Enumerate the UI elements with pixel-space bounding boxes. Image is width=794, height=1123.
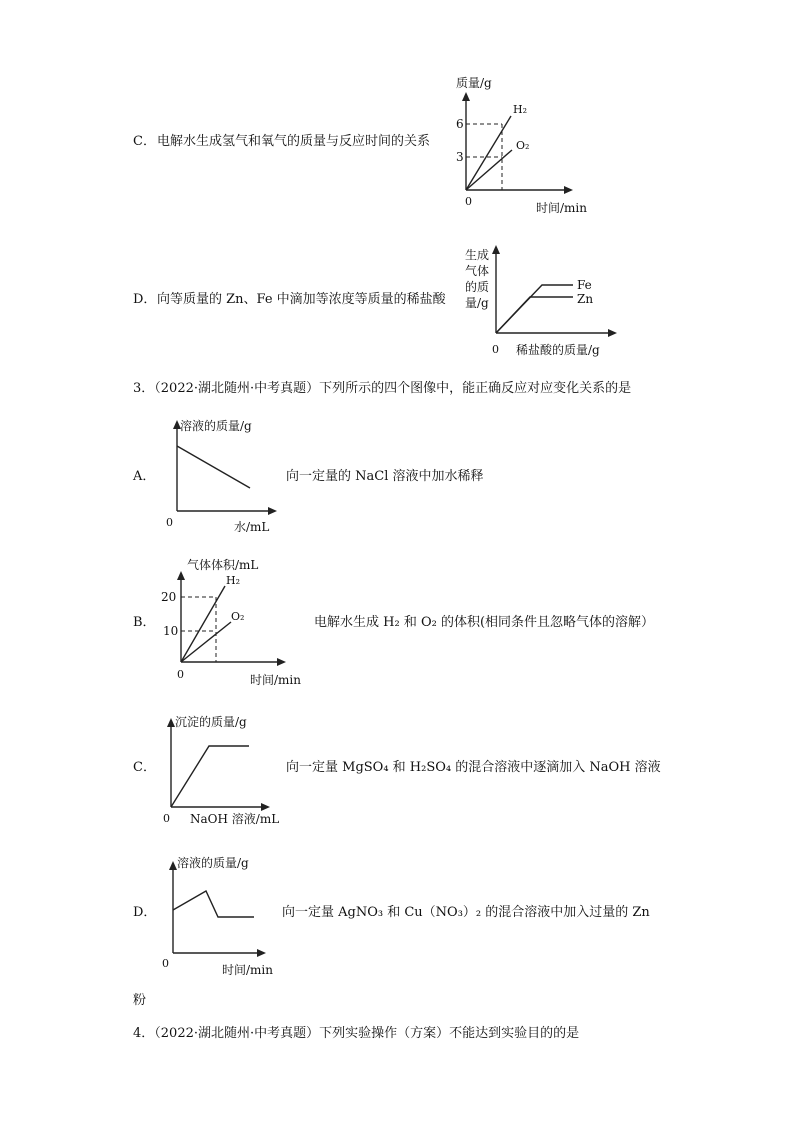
- origin-label: 0: [162, 957, 169, 970]
- option-letter: D．: [133, 292, 157, 307]
- x-axis-label: 稀盐酸的质量/g: [516, 343, 600, 357]
- y-axis-label: 溶液的质量/g: [180, 419, 252, 433]
- y-axis-label: 量/g: [465, 296, 489, 310]
- option-text: 电解水生成氢气和氧气的质量与反应时间的关系: [157, 134, 431, 149]
- y-axis-label: 的质: [465, 280, 490, 294]
- series-label-o2: O₂: [231, 610, 245, 623]
- option-text: 向一定量的 NaCl 溶液中加水稀释: [286, 469, 484, 484]
- x-axis-label: 时间/min: [222, 963, 273, 977]
- origin-label: 0: [177, 668, 184, 681]
- origin-label: 0: [465, 195, 472, 208]
- option-letter: C．: [133, 760, 156, 775]
- series-label-zn: Zn: [577, 292, 594, 306]
- option-text: 向等质量的 Zn、Fe 中滴加等浓度等质量的稀盐酸: [157, 292, 446, 307]
- option-text: 向一定量 AgNO₃ 和 Cu（NO₃）₂ 的混合溶液中加入过量的 Zn: [282, 905, 650, 920]
- y-axis-label: 气体: [465, 264, 490, 278]
- origin-label: 0: [492, 343, 499, 356]
- option-text: 电解水生成 H₂ 和 O₂ 的体积(相同条件且忽略气体的溶解）: [314, 615, 655, 630]
- x-axis-label: 水/mL: [234, 520, 270, 534]
- x-axis-label: 时间/min: [536, 201, 587, 215]
- origin-label: 0: [163, 812, 170, 825]
- tick-label: 10: [163, 624, 179, 638]
- series-label-o2: O₂: [516, 139, 530, 152]
- x-axis-label: NaOH 溶液/mL: [190, 812, 280, 826]
- y-axis-label: 溶液的质量/g: [177, 856, 249, 870]
- option-text: 向一定量 MgSO₄ 和 H₂SO₄ 的混合溶液中逐滴加入 NaOH 溶液: [286, 760, 661, 775]
- option-letter: B．: [133, 615, 156, 630]
- series-label-h2: H₂: [226, 574, 241, 587]
- option-letter: C．: [133, 134, 156, 149]
- y-axis-label: 质量/g: [456, 76, 492, 90]
- tick-label: 6: [456, 117, 464, 131]
- y-axis-label: 气体体积/mL: [187, 558, 259, 572]
- option-letter: A．: [133, 469, 156, 484]
- tick-label: 20: [161, 590, 177, 604]
- x-axis-label: 时间/min: [250, 673, 301, 687]
- series-label-fe: Fe: [577, 278, 592, 292]
- solution-mass-line: [173, 891, 254, 917]
- origin-label: 0: [166, 516, 173, 529]
- question-4-stem: 4．（2022·湖北随州·中考真题）下列实验操作（方案）不能达到实验目的的是: [133, 1026, 580, 1041]
- y-axis-label: 生成: [465, 248, 490, 262]
- option-letter: D．: [133, 905, 157, 920]
- tick-label: 3: [456, 150, 464, 164]
- series-label-h2: H₂: [513, 103, 528, 116]
- question-3-stem: 3．（2022·湖北随州·中考真题）下列所示的四个图像中，能正确反应对应变化关系的是: [133, 381, 632, 396]
- y-axis-label: 沉淀的质量/g: [175, 715, 247, 729]
- option-text-continued: 粉: [133, 993, 147, 1008]
